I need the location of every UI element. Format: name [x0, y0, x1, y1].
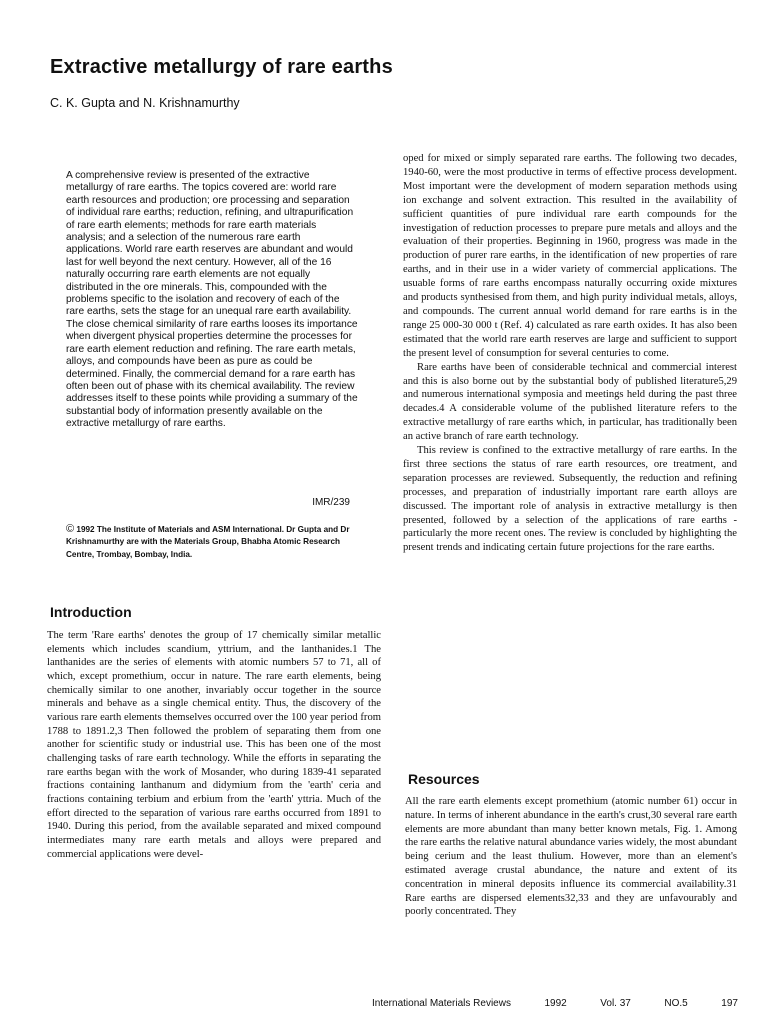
resources-text: All the rare earth elements except promethium (atomic number 61) occur in nature. In terms of inherent abundance in the earth's crust,30 several rare earth elements are more abundant than many better known metals, Fig. 1. Among the rare earths the relative natural abundance varies widely, the most abundant being cerium and the least thulium. However, more than an element's estimated average crustal abundance, the nature and extent of its concentration in mineral deposits influence its commercial availability.31 Rare earths are dispersed elements32,33 and they are unfavourably and poorly concentrated. They — [405, 796, 737, 918]
copyright-text: 1992 The Institute of Materials and ASM International. Dr Gupta and Dr Krishnamurthy are with the Materials Group, Bhabha Atomic Research Centre, Trombay, Bombay, India. — [66, 525, 350, 559]
authors: C. K. Gupta and N. Krishnamurthy — [50, 96, 240, 110]
introduction-text: The term 'Rare earths' denotes the group of 17 chemically similar metallic elements which includes scandium, yttrium, and the lanthanides.1 The lanthanides are the series of elements with atomic numbers 57 to 71, all of which, except promethium, occur in nature. The rare earth elements, being chemically similar to one another, invariably occur together in the source minerals and behave as a single chemical entity. Thus, the discovery of the various rare earth elements themselves occurred over the 100 year period from 1788 to 1891.2,3 Then followed the problem of separating them from one another for scientific study or industrial use. This has been one of the most challenging tasks of rare earth technology. While the efforts in separating the rare earths began with the work of Mosander, who during 1839-41 separated fractions containing lanthanum and didymium from the 'earth' ceria and fractions containing terbium and erbium from the 'earth' yttria. Much of the effort directed to the separation of various rare earths occurred from 1891 to 1940. During this period, from the available separated and mixed compound intermediates many rare earth metals and alloys were prepared and commercial applications were devel- — [47, 630, 381, 860]
right-column-paragraph-1: oped for mixed or simply separated rare earths. The following two decades, 1940-60, were the most productive in terms of effective process development. Most important were the development of modern separation methods using ion exchange and solvent extraction. This resulted in the availability of sufficient quantities of pure individual rare earth compounds for the investigation of reduction processes to prepare pure metals and alloys and the evaluation of their properties. Beginning in 1960, progress was made in the production of purer rare earths, in the identification of new properties of rare earths, and in their use in a wider variety of commercial applications. The usuable forms of rare earths encompass naturally occurring oxide mixtures and products synthesised from them, and high purity individual metals, alloys, and compounds. The current annual world demand for rare earths is in the range 25 000-30 000 t (Ref. 4) calculated as rare earth oxides. It has also been estimated that the world rare earth reserves are large and sufficient to support the present level of consumption for several centuries to come. — [403, 153, 737, 359]
footer-journal: International Materials Reviews — [372, 998, 511, 1009]
resources-heading: Resources — [408, 771, 480, 787]
copyright-notice — [66, 523, 358, 561]
right-column — [403, 152, 737, 555]
right-column-paragraph-3: This review is confined to the extractive metallurgy of rare earths. In the first three sections the status of rare earth resources, ore treatment, and separation processes are reviewed. Subsequently, the reduction and refining processes, and preparation of industrially important rare earth alloys are discussed. The important role of analysis in extractive metallurgy is then presented, followed by a selection of the applications of rare earths - particularly the more recent ones. The review is concluded by highlighting the present trends and indicating certain future projections for the rare earths. — [403, 445, 737, 554]
footer-year: 1992 — [544, 998, 567, 1009]
paper-title: Extractive metallurgy of rare earths — [50, 56, 393, 78]
abstract-reference-code: IMR/239 — [312, 497, 350, 508]
footer-number: NO.5 — [664, 998, 688, 1009]
page-footer — [372, 998, 738, 1009]
copyright-symbol: © — [66, 523, 75, 535]
abstract-text: A comprehensive review is presented of the extractive metallurgy of rare earths. The topics covered are: world rare earth resources and production; ore processing and separation of individual rare earths; reduction, refining, and ultrapurification of rare earth elements; methods for rare earth materials analysis; and a selection of the numerous rare earth applications. World rare earth reserves are abundant and would last for well beyond the next century. However, all of the 16 naturally occurring rare earth elements are not equally distributed in the ore minerals. This, compounded with the problems specific to the isolation and recovery of each of the rare earths, sets the stage for an unequal rare earth availability. The close chemical similarity of rare earths looses its importance when divergent physical properties determine the processes for rare earth element reduction and refining. The rare earth metals, alloys, and compounds have been as pure as could be determined. Finally, the commercial demand for a rare earth has often been out of phase with its chemical availability. The review addresses itself to these points while providing a summary of the substantial body of information presently available on the extractive metallurgy of rare earths. — [66, 170, 358, 430]
right-column-paragraph-2: Rare earths have been of considerable technical and commercial interest and this is also borne out by the substantial body of published literature5,29 and numerous international symposia and meetings held during the past three decades.4 A considerable volume of the published literature refers to the extractive metallurgy of rare earths which, in particular, has traditionally been an active branch of rare earth technology. — [403, 361, 737, 443]
footer-page-number: 197 — [721, 998, 738, 1009]
introduction-heading: Introduction — [50, 604, 132, 620]
footer-volume: Vol. 37 — [600, 998, 631, 1009]
